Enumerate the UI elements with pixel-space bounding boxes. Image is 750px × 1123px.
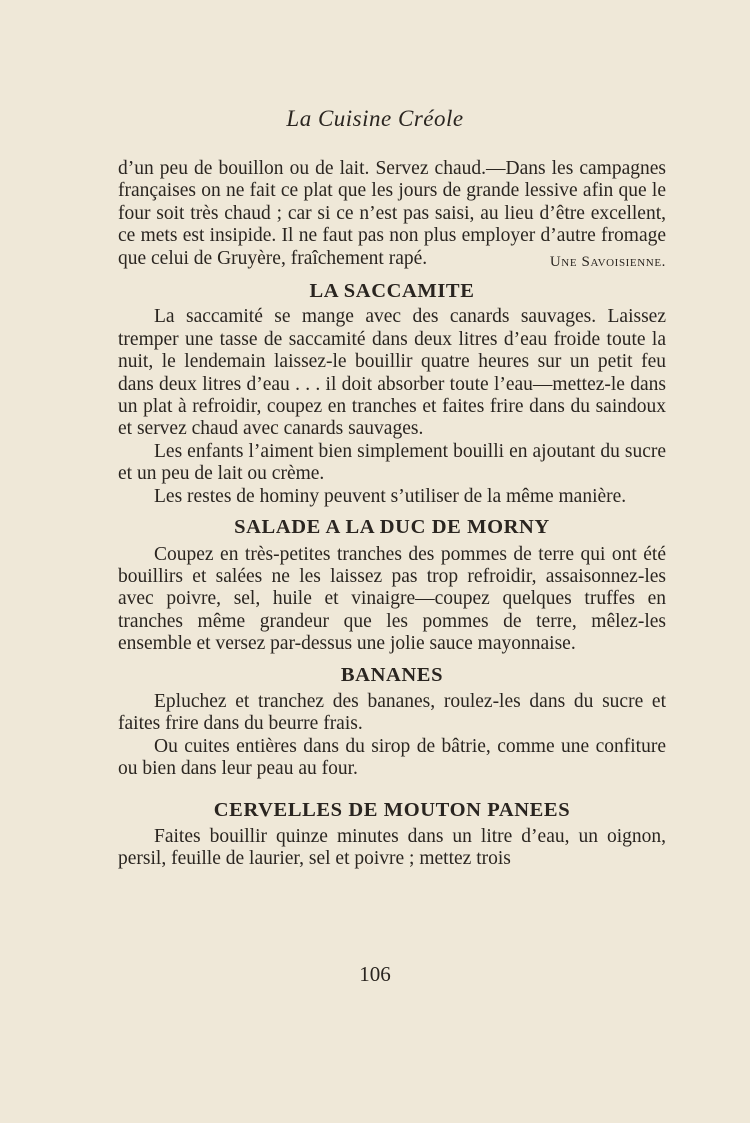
paragraph: Ou cuites entières dans du sirop de bâtrie, comme une confiture ou bien dans leur peau au four. — [118, 735, 666, 780]
paragraph: Les enfants l’aiment bien simplement bouilli en ajoutant du sucre et un peu de lait ou crème. — [118, 440, 666, 485]
running-head: La Cuisine Créole — [286, 106, 464, 131]
page-number: 106 — [359, 962, 391, 986]
paragraph: Les restes de hominy peuvent s’utiliser de la même manière. — [154, 485, 627, 507]
paragraph: Coupez en très-petites tranches des pommes de terre qui ont été bouillirs et salées ne les laissez pas trop refroidir, assaisonnez-les avec poivre, sel, huile et vinaigre—coupez quelques truffes en tranches même grandeur que les pommes de terre, mêlez-les ensemble et versez par-dessus une jolie sauce mayonnaise. — [118, 543, 666, 655]
paragraph: Epluchez et tranchez des bananes, roulez-les dans du sucre et faites frire dans du beurre frais. — [118, 690, 666, 735]
signature: Une Savoisienne. — [549, 253, 666, 270]
intro-paragraph — [118, 158, 666, 270]
section-title-saccamite: LA SACCAMITE — [309, 280, 475, 303]
section-title-bananes: BANANES — [340, 663, 444, 686]
section-title-cervelles: CERVELLES DE MOUTON PANEES — [213, 798, 571, 821]
section-title-salade: SALADE A LA DUC DE MORNY — [234, 516, 550, 539]
intro-text: d’un peu de bouillon ou de lait. Servez chaud.—Dans les campagnes françaises on ne fait ce plat que les jours de grande lessive afin que le four soit très chaud ; car si ce n’est pas saisi, au lieu d’être excellent, ce mets est insipide. Il ne faut pas non plus employer d’autre fromage que celui de Gruyère, fraîchement rapé. — [118, 158, 666, 269]
text-block — [118, 158, 666, 871]
paragraph: La saccamité se mange avec des canards sauvages. Laissez tremper une tasse de saccamité dans deux litres d’eau froide toute la nuit, le lendemain laissez-le bouillir quatre heures sur un petit feu dans deux litres d’eau . . . il doit absorber toute l’eau—mettez-le dans un plat à refroidir, coupez en tranches et faites frire dans du saindoux et servez chaud avec canards sauvages. — [118, 306, 666, 440]
paragraph: Faites bouillir quinze minutes dans un litre d’eau, un oignon, persil, feuille de laurier, sel et poivre ; mettez trois — [118, 825, 666, 870]
